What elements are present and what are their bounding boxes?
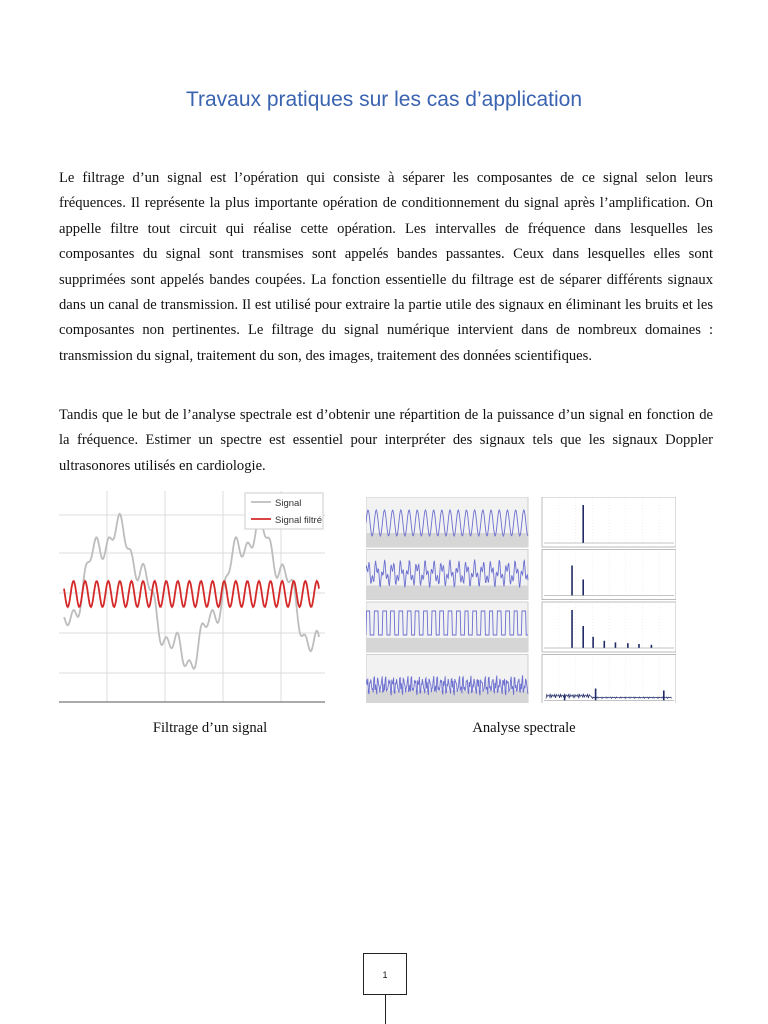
spectrum-panel <box>542 550 676 600</box>
plot-legend <box>245 493 323 529</box>
legend-filtered-label: Signal filtré <box>275 515 322 526</box>
page-number-connector <box>385 995 386 1024</box>
waveform-band <box>366 638 528 652</box>
figure-signal-filtering <box>59 491 325 704</box>
spectrum-panel <box>542 602 676 652</box>
legend-signal-label: Signal <box>275 498 302 509</box>
spectral-analysis-plots <box>366 497 676 703</box>
paragraph-filtering: Le filtrage d’un signal est l’opération qui consiste à séparer les composantes de ce signal selon leurs fréquences. Il représente la plus importante opération de conditionnement du signal après l’amplification. On appelle filtre tout circuit qui réalise cette opération. Les intervalles de fréquence dans lesquelles les composantes du signal sont transmises sont appelés bandes passantes. Ceux dans lesquelles elles sont supprimées sont appelés bandes coupées. La fonction essentielle du filtrage est de séparer différents signaux dans un canal de transmission. Il est utilisé pour extraire la partie utile des signaux en éliminant les bruits et les composantes non pertinentes. Le filtrage du signal numérique intervient dans de nombreux domaines : transmission du signal, traitement du son, des images, traitement des données scientifiques. <box>59 170 713 364</box>
waveform-band <box>366 586 528 600</box>
figure-spectral-analysis <box>366 497 676 703</box>
spectrum-panel <box>542 497 676 547</box>
caption-filtering: Filtrage d’un signal <box>152 720 268 736</box>
paragraph-spectral-analysis: Tandis que le but de l’analyse spectrale est d’obtenir une répartition de la puissance d’un signal en fonction de la fréquence. Estimer un spectre est essentiel pour interpréter des signaux tels que les signaux Doppler ultrasonores utilisés en cardiologie. <box>59 407 713 474</box>
caption-spectral-analysis: Analyse spectrale <box>472 720 576 736</box>
page-number: 1 <box>363 953 407 995</box>
document-title: Travaux pratiques sur les cas d’application <box>185 88 583 111</box>
filtering-plot <box>59 491 325 704</box>
